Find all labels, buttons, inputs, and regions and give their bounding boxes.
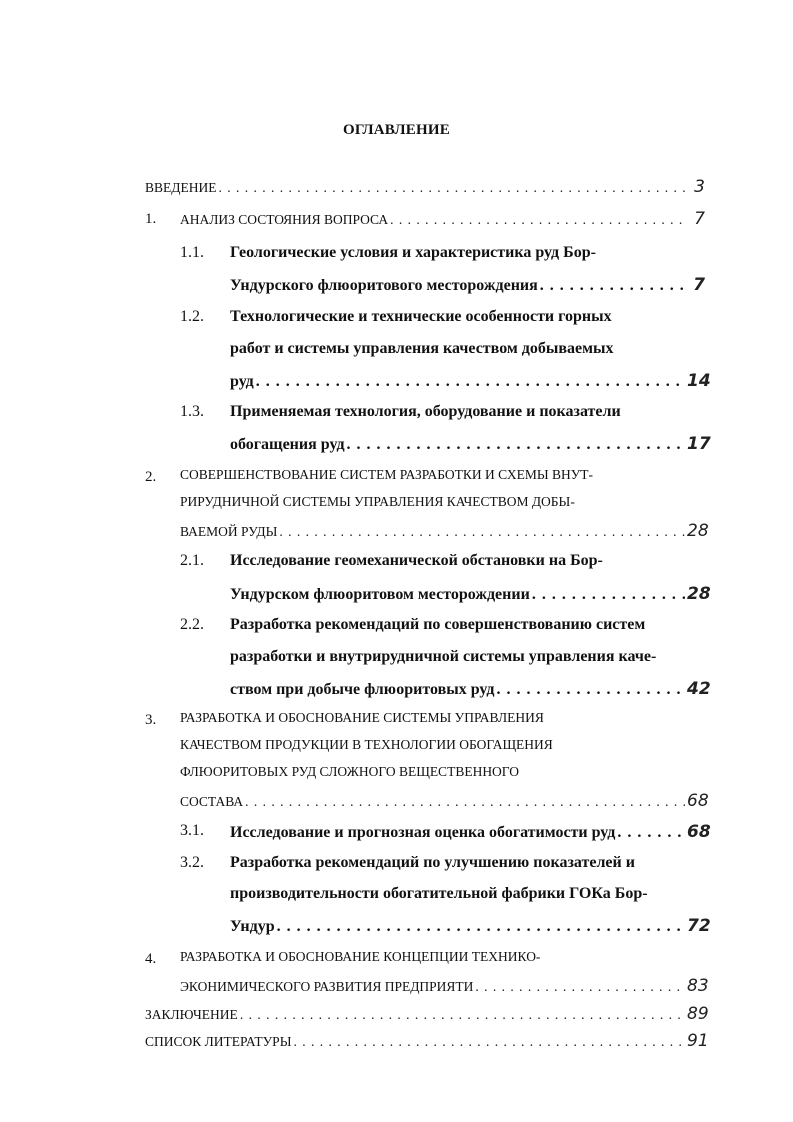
toc-page-number: 17 <box>687 434 711 454</box>
leader-dots <box>240 1007 685 1023</box>
toc-entry-subsection-1-3 <box>230 434 711 454</box>
toc-entry-text: Применяемая технология, оборудование и показатели <box>230 403 621 420</box>
toc-entry-line <box>230 648 656 666</box>
section-number: 3. <box>145 712 157 728</box>
leader-dots <box>218 180 685 196</box>
leader-dots <box>347 436 685 454</box>
leader-dots <box>540 277 685 295</box>
leader-dots <box>475 979 685 995</box>
toc-entry-label: ЗАКЛЮЧЕНИЕ <box>145 1007 238 1022</box>
subsection-number: 1.3. <box>180 403 204 420</box>
section-number: 2. <box>145 469 157 485</box>
section-number: 1. <box>145 211 157 227</box>
subsection-number: 1.2. <box>180 308 204 325</box>
toc-entry-text: производительности обогатительной фабрики ГОКа Бор- <box>230 885 648 902</box>
toc-page-number: 14 <box>687 371 711 391</box>
toc-page-number: 28 <box>687 584 711 604</box>
toc-entry-line <box>180 737 553 753</box>
toc-entry-text: Ундур <box>230 918 275 935</box>
toc-entry-section-2 <box>180 521 709 541</box>
toc-entry-text: РАЗРАБОТКА И ОБОСНОВАНИЕ КОНЦЕПЦИИ ТЕХНИКО- <box>180 949 541 964</box>
toc-entry-line <box>230 552 603 570</box>
leader-dots <box>245 794 685 810</box>
subsection-number: 2.1. <box>180 552 204 569</box>
toc-entry-references <box>145 1031 709 1051</box>
toc-entry-line <box>180 494 575 510</box>
toc-entry-text: Исследование геомеханической обстановки на Бор- <box>230 552 603 569</box>
leader-dots <box>617 824 685 842</box>
leader-dots <box>256 373 685 391</box>
subsection-number: 3.1. <box>180 822 204 839</box>
toc-entry-line <box>230 885 648 903</box>
toc-entry-section-3 <box>180 791 709 811</box>
toc-entry-text: ством при добыче флюоритовых руд <box>230 681 495 698</box>
toc-entry-line <box>230 340 614 358</box>
leader-dots <box>496 681 685 699</box>
toc-entry-section-4 <box>180 976 709 996</box>
toc-title: ОГЛАВЛЕНИЕ <box>343 122 450 138</box>
toc-entry-text: Исследование и прогнозная оценка обогатимости руд <box>230 824 616 841</box>
toc-entry-text: РАЗРАБОТКА И ОБОСНОВАНИЕ СИСТЕМЫ УПРАВЛЕНИЯ <box>180 710 544 725</box>
toc-entry-text: Разработка рекомендаций по совершенствованию систем <box>230 616 646 633</box>
subsection-number: 3.2. <box>180 854 204 871</box>
leader-dots <box>532 586 685 604</box>
toc-entry-text: КАЧЕСТВОМ ПРОДУКЦИИ В ТЕХНОЛОГИИ ОБОГАЩЕНИЯ <box>180 737 553 752</box>
subsection-number: 2.2. <box>180 616 204 633</box>
toc-entry-line <box>230 616 645 634</box>
toc-entry-line <box>230 854 635 872</box>
toc-entry-label: ВВЕДЕНИЕ <box>145 180 217 195</box>
leader-dots <box>277 918 685 936</box>
toc-entry-text: СОВЕРШЕНСТВОВАНИЕ СИСТЕМ РАЗРАБОТКИ И СХЕМЫ ВНУТ- <box>180 467 594 482</box>
toc-entry-subsection-2-2 <box>230 679 711 699</box>
toc-entry-subsection-1-1 <box>230 275 705 295</box>
toc-page-number: 89 <box>687 1004 709 1024</box>
subsection-number: 1.1. <box>180 244 204 261</box>
toc-entry-subsection-1-2 <box>230 371 711 391</box>
toc-entry-text: Технологические и технические особенности горных <box>230 308 612 325</box>
toc-entry-text: РИРУДНИЧНОЙ СИСТЕМЫ УПРАВЛЕНИЯ КАЧЕСТВОМ ДОБЫ- <box>180 494 575 509</box>
toc-entry-text: Ундурском флюоритовом месторождении <box>230 586 530 603</box>
toc-page-number: 68 <box>687 791 709 811</box>
toc-entry-text: работ и системы управления качеством добываемых <box>230 340 614 357</box>
toc-page-number: 91 <box>687 1031 709 1051</box>
toc-entry-text: СОСТАВА <box>180 794 244 809</box>
toc-entry-conclusion <box>145 1004 709 1024</box>
toc-entry-line <box>180 467 593 483</box>
toc-entry-text: ЭКОНИМИЧЕСКОГО РАЗВИТИЯ ПРЕДПРИЯТИ <box>180 979 474 994</box>
toc-entry-text: Разработка рекомендаций по улучшению показателей и <box>230 854 635 871</box>
leader-dots <box>279 524 685 540</box>
toc-entry-line <box>230 403 621 421</box>
toc-entry-subsection-3-1 <box>230 822 711 842</box>
toc-page-number: 7 <box>694 209 705 229</box>
toc-entry-text: Ундурского флюоритового месторождения <box>230 277 538 294</box>
leader-dots <box>390 212 685 228</box>
toc-entry-line <box>180 949 540 965</box>
toc-entry-label: СПИСОК ЛИТЕРАТУРЫ <box>145 1034 292 1049</box>
toc-entry-subsection-2-1 <box>230 584 711 604</box>
toc-entry-text: руд <box>230 373 254 390</box>
toc-entry-text: Геологические условия и характеристика руд Бор- <box>230 244 596 261</box>
section-number: 4. <box>145 951 157 967</box>
toc-page-number: 72 <box>687 916 711 936</box>
toc-entry-section-1 <box>180 209 705 229</box>
toc-page-number: 83 <box>687 976 709 996</box>
toc-entry-text: ВАЕМОЙ РУДЫ <box>180 524 278 539</box>
toc-entry-line <box>180 764 519 780</box>
toc-entry-subsection-3-2 <box>230 916 711 936</box>
toc-entry-text: разработки и внутрирудничной системы управления каче- <box>230 648 657 665</box>
toc-page-number: 68 <box>687 822 711 842</box>
toc-entry-line <box>230 308 612 326</box>
leader-dots <box>293 1034 685 1050</box>
toc-entry-line <box>230 244 596 262</box>
toc-entry-label: АНАЛИЗ СОСТОЯНИЯ ВОПРОСА <box>180 212 389 227</box>
toc-entry-line <box>180 710 544 726</box>
toc-entry-text: ФЛЮОРИТОВЫХ РУД СЛОЖНОГО ВЕЩЕСТВЕННОГО <box>180 764 520 779</box>
toc-entry-text: обогащения руд <box>230 436 345 453</box>
toc-page-number: 7 <box>693 275 705 295</box>
toc-entry-intro <box>145 177 705 197</box>
toc-page-number: 3 <box>694 177 705 197</box>
toc-page-number: 42 <box>687 679 711 699</box>
toc-page-number: 28 <box>687 521 709 541</box>
